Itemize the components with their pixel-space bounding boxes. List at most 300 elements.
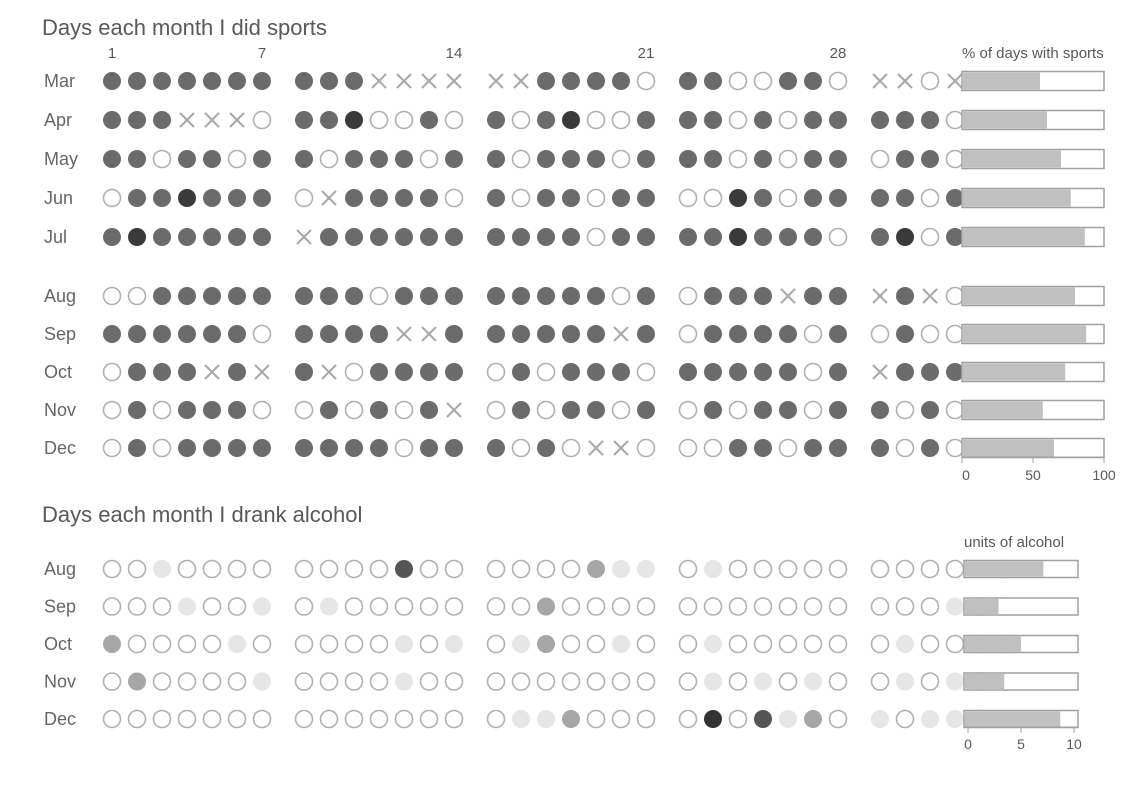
day-filled-dot — [804, 228, 822, 246]
day-filled-dot — [637, 189, 655, 207]
day-filled-dot — [512, 287, 530, 305]
alcohol-empty-circle — [154, 598, 171, 615]
day-filled-dot — [871, 228, 889, 246]
percent-bar — [963, 73, 1040, 90]
alcohol-dot — [754, 673, 772, 691]
day-empty-circle — [872, 326, 889, 343]
alcohol-dot — [896, 673, 914, 691]
month-label: Oct — [44, 634, 73, 654]
day-filled-dot — [103, 325, 121, 343]
day-filled-dot — [754, 228, 772, 246]
day-empty-circle — [613, 151, 630, 168]
day-empty-circle — [780, 151, 797, 168]
day-empty-circle — [154, 440, 171, 457]
alcohol-empty-circle — [830, 673, 847, 690]
day-empty-circle — [563, 440, 580, 457]
alcohol-dot — [128, 673, 146, 691]
day-empty-circle — [513, 190, 530, 207]
percent-bar — [963, 151, 1061, 168]
day-filled-dot — [203, 325, 221, 343]
alcohol-dot — [612, 635, 630, 653]
day-filled-dot — [228, 228, 246, 246]
month-label: Oct — [44, 362, 73, 382]
day-number-label: 28 — [829, 45, 847, 62]
day-filled-dot — [537, 189, 555, 207]
month-label: Jul — [44, 227, 68, 247]
alcohol-title: Days each month I drank alcohol — [42, 502, 363, 527]
day-empty-circle — [922, 326, 939, 343]
alcohol-empty-circle — [513, 561, 530, 578]
alcohol-dot — [178, 598, 196, 616]
alcohol-empty-circle — [204, 636, 221, 653]
day-number-label: 7 — [257, 45, 267, 62]
day-filled-dot — [420, 287, 438, 305]
day-filled-dot — [153, 189, 171, 207]
day-filled-dot — [253, 228, 271, 246]
alcohol-empty-circle — [613, 711, 630, 728]
day-filled-dot — [637, 325, 655, 343]
day-filled-dot — [103, 72, 121, 90]
percent-bar — [963, 288, 1075, 305]
alcohol-empty-circle — [446, 711, 463, 728]
day-filled-dot — [153, 325, 171, 343]
alcohol-empty-circle — [321, 636, 338, 653]
day-filled-dot — [153, 363, 171, 381]
day-filled-dot — [896, 111, 914, 129]
day-filled-dot — [804, 189, 822, 207]
units-bar — [965, 712, 1060, 727]
day-filled-dot — [921, 363, 939, 381]
alcohol-empty-circle — [488, 673, 505, 690]
percent-bar — [963, 229, 1085, 246]
day-filled-dot — [345, 228, 363, 246]
day-empty-circle — [588, 229, 605, 246]
day-empty-circle — [947, 440, 964, 457]
day-filled-dot — [395, 189, 413, 207]
day-filled-dot — [562, 228, 580, 246]
alcohol-dot — [445, 635, 463, 653]
day-filled-dot — [320, 401, 338, 419]
day-empty-circle — [755, 73, 772, 90]
month-label: Apr — [44, 110, 73, 130]
month-label: Aug — [44, 559, 77, 579]
day-empty-circle — [680, 440, 697, 457]
day-filled-dot — [178, 401, 196, 419]
alcohol-empty-circle — [129, 636, 146, 653]
alcohol-empty-circle — [730, 598, 747, 615]
day-filled-dot — [345, 189, 363, 207]
day-empty-circle — [780, 112, 797, 129]
alcohol-empty-circle — [204, 598, 221, 615]
day-empty-circle — [396, 402, 413, 419]
day-filled-dot — [345, 150, 363, 168]
day-filled-dot — [637, 228, 655, 246]
day-filled-dot — [178, 72, 196, 90]
day-number-label: 21 — [637, 45, 655, 62]
day-empty-circle — [254, 326, 271, 343]
alcohol-empty-circle — [638, 636, 655, 653]
alcohol-empty-circle — [588, 598, 605, 615]
day-filled-dot — [512, 401, 530, 419]
day-empty-circle — [346, 364, 363, 381]
day-empty-circle — [947, 326, 964, 343]
day-filled-dot — [704, 111, 722, 129]
alcohol-dot — [946, 710, 964, 728]
alcohol-empty-circle — [872, 561, 889, 578]
alcohol-empty-circle — [488, 561, 505, 578]
day-empty-circle — [154, 151, 171, 168]
day-filled-dot — [921, 111, 939, 129]
day-empty-circle — [638, 440, 655, 457]
alcohol-dot — [253, 673, 271, 691]
day-filled-dot — [203, 401, 221, 419]
alcohol-dot — [896, 635, 914, 653]
alcohol-empty-circle — [254, 636, 271, 653]
alcohol-empty-circle — [922, 561, 939, 578]
alcohol-empty-circle — [680, 673, 697, 690]
day-empty-circle — [730, 73, 747, 90]
day-filled-dot — [203, 189, 221, 207]
day-empty-circle — [513, 112, 530, 129]
day-empty-circle — [730, 151, 747, 168]
alcohol-dot — [537, 635, 555, 653]
day-dark-dot — [128, 228, 146, 246]
day-filled-dot — [370, 228, 388, 246]
day-filled-dot — [370, 401, 388, 419]
alcohol-empty-circle — [396, 598, 413, 615]
day-empty-circle — [446, 190, 463, 207]
alcohol-dot — [921, 710, 939, 728]
units-tick-label: 0 — [964, 736, 972, 752]
month-label: Nov — [44, 400, 77, 420]
alcohol-empty-circle — [947, 561, 964, 578]
alcohol-empty-circle — [680, 598, 697, 615]
alcohol-empty-circle — [947, 636, 964, 653]
day-filled-dot — [679, 111, 697, 129]
day-filled-dot — [704, 325, 722, 343]
alcohol-empty-circle — [446, 598, 463, 615]
day-filled-dot — [779, 325, 797, 343]
alcohol-empty-circle — [513, 598, 530, 615]
alcohol-dot — [512, 710, 530, 728]
alcohol-empty-circle — [563, 561, 580, 578]
day-dark-dot — [178, 189, 196, 207]
alcohol-empty-circle — [446, 561, 463, 578]
alcohol-empty-circle — [922, 636, 939, 653]
day-empty-circle — [705, 190, 722, 207]
day-empty-circle — [947, 151, 964, 168]
alcohol-empty-circle — [346, 636, 363, 653]
day-filled-dot — [704, 363, 722, 381]
day-filled-dot — [537, 228, 555, 246]
alcohol-empty-circle — [296, 636, 313, 653]
day-filled-dot — [829, 287, 847, 305]
day-filled-dot — [512, 363, 530, 381]
day-filled-dot — [537, 111, 555, 129]
day-filled-dot — [487, 287, 505, 305]
units-bar — [965, 674, 1004, 689]
alcohol-empty-circle — [321, 711, 338, 728]
alcohol-empty-circle — [296, 711, 313, 728]
day-filled-dot — [445, 228, 463, 246]
day-filled-dot — [729, 363, 747, 381]
alcohol-empty-circle — [296, 598, 313, 615]
month-label: Nov — [44, 671, 77, 692]
alcohol-empty-circle — [897, 561, 914, 578]
alcohol-empty-circle — [780, 673, 797, 690]
day-empty-circle — [613, 288, 630, 305]
day-filled-dot — [704, 72, 722, 90]
alcohol-empty-circle — [638, 711, 655, 728]
day-filled-dot — [804, 72, 822, 90]
day-empty-circle — [780, 190, 797, 207]
day-empty-circle — [922, 73, 939, 90]
day-filled-dot — [487, 325, 505, 343]
alcohol-empty-circle — [421, 598, 438, 615]
day-empty-circle — [680, 190, 697, 207]
day-filled-dot — [829, 325, 847, 343]
day-filled-dot — [320, 325, 338, 343]
alcohol-dot — [228, 635, 246, 653]
day-empty-circle — [805, 326, 822, 343]
sports-bar-title: % of days with sports — [962, 45, 1104, 62]
alcohol-empty-circle — [680, 711, 697, 728]
day-filled-dot — [370, 363, 388, 381]
day-empty-circle — [638, 73, 655, 90]
day-empty-circle — [947, 402, 964, 419]
day-filled-dot — [128, 325, 146, 343]
day-filled-dot — [253, 72, 271, 90]
day-filled-dot — [562, 287, 580, 305]
day-empty-circle — [613, 402, 630, 419]
day-filled-dot — [562, 401, 580, 419]
day-filled-dot — [587, 72, 605, 90]
day-empty-circle — [947, 112, 964, 129]
alcohol-empty-circle — [321, 561, 338, 578]
alcohol-dot — [704, 635, 722, 653]
day-filled-dot — [537, 439, 555, 457]
alcohol-empty-circle — [129, 561, 146, 578]
alcohol-empty-circle — [421, 561, 438, 578]
day-filled-dot — [178, 150, 196, 168]
alcohol-empty-circle — [780, 561, 797, 578]
day-empty-circle — [346, 402, 363, 419]
percent-bar — [963, 402, 1043, 419]
day-filled-dot — [729, 439, 747, 457]
day-empty-circle — [588, 190, 605, 207]
month-label: Jun — [44, 188, 74, 208]
day-filled-dot — [203, 439, 221, 457]
alcohol-empty-circle — [154, 636, 171, 653]
day-filled-dot — [103, 111, 121, 129]
day-filled-dot — [178, 228, 196, 246]
day-filled-dot — [804, 150, 822, 168]
alcohol-dot — [804, 673, 822, 691]
alcohol-empty-circle — [229, 673, 246, 690]
alcohol-dot — [871, 710, 889, 728]
day-filled-dot — [804, 439, 822, 457]
day-empty-circle — [396, 112, 413, 129]
alcohol-empty-circle — [104, 561, 121, 578]
day-empty-circle — [154, 402, 171, 419]
alcohol-empty-circle — [204, 673, 221, 690]
day-filled-dot — [679, 363, 697, 381]
alcohol-empty-circle — [254, 711, 271, 728]
alcohol-empty-circle — [229, 711, 246, 728]
day-empty-circle — [446, 112, 463, 129]
alcohol-empty-circle — [538, 561, 555, 578]
alcohol-empty-circle — [563, 636, 580, 653]
day-filled-dot — [754, 401, 772, 419]
alcohol-empty-circle — [680, 561, 697, 578]
day-empty-circle — [371, 112, 388, 129]
day-filled-dot — [587, 363, 605, 381]
units-bar — [965, 637, 1021, 652]
alcohol-empty-circle — [154, 711, 171, 728]
day-filled-dot — [228, 189, 246, 207]
alcohol-empty-circle — [296, 561, 313, 578]
day-filled-dot — [487, 150, 505, 168]
day-empty-circle — [396, 440, 413, 457]
alcohol-empty-circle — [872, 598, 889, 615]
alcohol-dot — [704, 710, 722, 728]
day-filled-dot — [754, 439, 772, 457]
day-filled-dot — [896, 287, 914, 305]
alcohol-dot — [612, 560, 630, 578]
alcohol-empty-circle — [104, 673, 121, 690]
alcohol-empty-circle — [563, 598, 580, 615]
alcohol-empty-circle — [421, 636, 438, 653]
day-filled-dot — [395, 150, 413, 168]
day-filled-dot — [612, 189, 630, 207]
alcohol-empty-circle — [371, 673, 388, 690]
alcohol-empty-circle — [805, 598, 822, 615]
day-dark-dot — [345, 111, 363, 129]
month-label: Mar — [44, 71, 75, 91]
day-filled-dot — [754, 363, 772, 381]
alcohol-empty-circle — [780, 636, 797, 653]
day-filled-dot — [203, 72, 221, 90]
day-filled-dot — [228, 439, 246, 457]
day-dark-dot — [562, 111, 580, 129]
day-filled-dot — [253, 189, 271, 207]
day-filled-dot — [871, 189, 889, 207]
alcohol-empty-circle — [872, 673, 889, 690]
day-filled-dot — [295, 150, 313, 168]
day-filled-dot — [345, 325, 363, 343]
alcohol-empty-circle — [204, 711, 221, 728]
alcohol-empty-circle — [254, 561, 271, 578]
day-empty-circle — [421, 151, 438, 168]
day-empty-circle — [680, 288, 697, 305]
day-filled-dot — [779, 72, 797, 90]
day-filled-dot — [103, 150, 121, 168]
day-filled-dot — [420, 228, 438, 246]
day-empty-circle — [805, 402, 822, 419]
alcohol-empty-circle — [613, 673, 630, 690]
day-empty-circle — [613, 112, 630, 129]
day-filled-dot — [295, 111, 313, 129]
day-dark-dot — [896, 228, 914, 246]
day-filled-dot — [637, 111, 655, 129]
day-empty-circle — [513, 151, 530, 168]
day-empty-circle — [730, 402, 747, 419]
day-filled-dot — [896, 325, 914, 343]
day-filled-dot — [829, 150, 847, 168]
alcohol-empty-circle — [730, 561, 747, 578]
alcohol-empty-circle — [371, 598, 388, 615]
alcohol-empty-circle — [897, 711, 914, 728]
day-filled-dot — [829, 189, 847, 207]
day-filled-dot — [829, 363, 847, 381]
day-filled-dot — [896, 189, 914, 207]
day-filled-dot — [562, 363, 580, 381]
day-filled-dot — [754, 111, 772, 129]
day-filled-dot — [253, 150, 271, 168]
day-filled-dot — [128, 401, 146, 419]
day-filled-dot — [320, 439, 338, 457]
day-filled-dot — [729, 325, 747, 343]
units-tick-label: 5 — [1017, 736, 1025, 752]
day-filled-dot — [704, 228, 722, 246]
alcohol-empty-circle — [346, 561, 363, 578]
alcohol-empty-circle — [588, 673, 605, 690]
day-empty-circle — [805, 364, 822, 381]
percent-bar — [963, 326, 1086, 343]
day-filled-dot — [345, 439, 363, 457]
day-filled-dot — [228, 325, 246, 343]
day-filled-dot — [370, 189, 388, 207]
day-filled-dot — [153, 228, 171, 246]
day-filled-dot — [704, 287, 722, 305]
day-empty-circle — [296, 402, 313, 419]
month-label: Sep — [44, 596, 77, 617]
day-filled-dot — [395, 228, 413, 246]
day-filled-dot — [420, 401, 438, 419]
alcohol-dot — [512, 635, 530, 653]
alcohol-empty-circle — [488, 636, 505, 653]
day-filled-dot — [754, 150, 772, 168]
day-filled-dot — [829, 111, 847, 129]
day-empty-circle — [897, 402, 914, 419]
day-filled-dot — [445, 439, 463, 457]
day-empty-circle — [705, 440, 722, 457]
alcohol-empty-circle — [488, 711, 505, 728]
day-empty-circle — [922, 229, 939, 246]
day-filled-dot — [320, 228, 338, 246]
day-filled-dot — [128, 111, 146, 129]
day-empty-circle — [780, 440, 797, 457]
day-filled-dot — [537, 72, 555, 90]
day-filled-dot — [587, 150, 605, 168]
day-filled-dot — [679, 150, 697, 168]
alcohol-empty-circle — [730, 711, 747, 728]
alcohol-empty-circle — [830, 711, 847, 728]
alcohol-empty-circle — [830, 561, 847, 578]
day-empty-circle — [872, 151, 889, 168]
day-filled-dot — [612, 228, 630, 246]
day-number-label: 14 — [445, 45, 463, 62]
day-filled-dot — [295, 72, 313, 90]
day-filled-dot — [537, 325, 555, 343]
day-empty-circle — [104, 364, 121, 381]
alcohol-empty-circle — [730, 673, 747, 690]
day-filled-dot — [420, 439, 438, 457]
alcohol-empty-circle — [755, 598, 772, 615]
alcohol-dot — [637, 560, 655, 578]
day-filled-dot — [370, 150, 388, 168]
alcohol-empty-circle — [346, 711, 363, 728]
